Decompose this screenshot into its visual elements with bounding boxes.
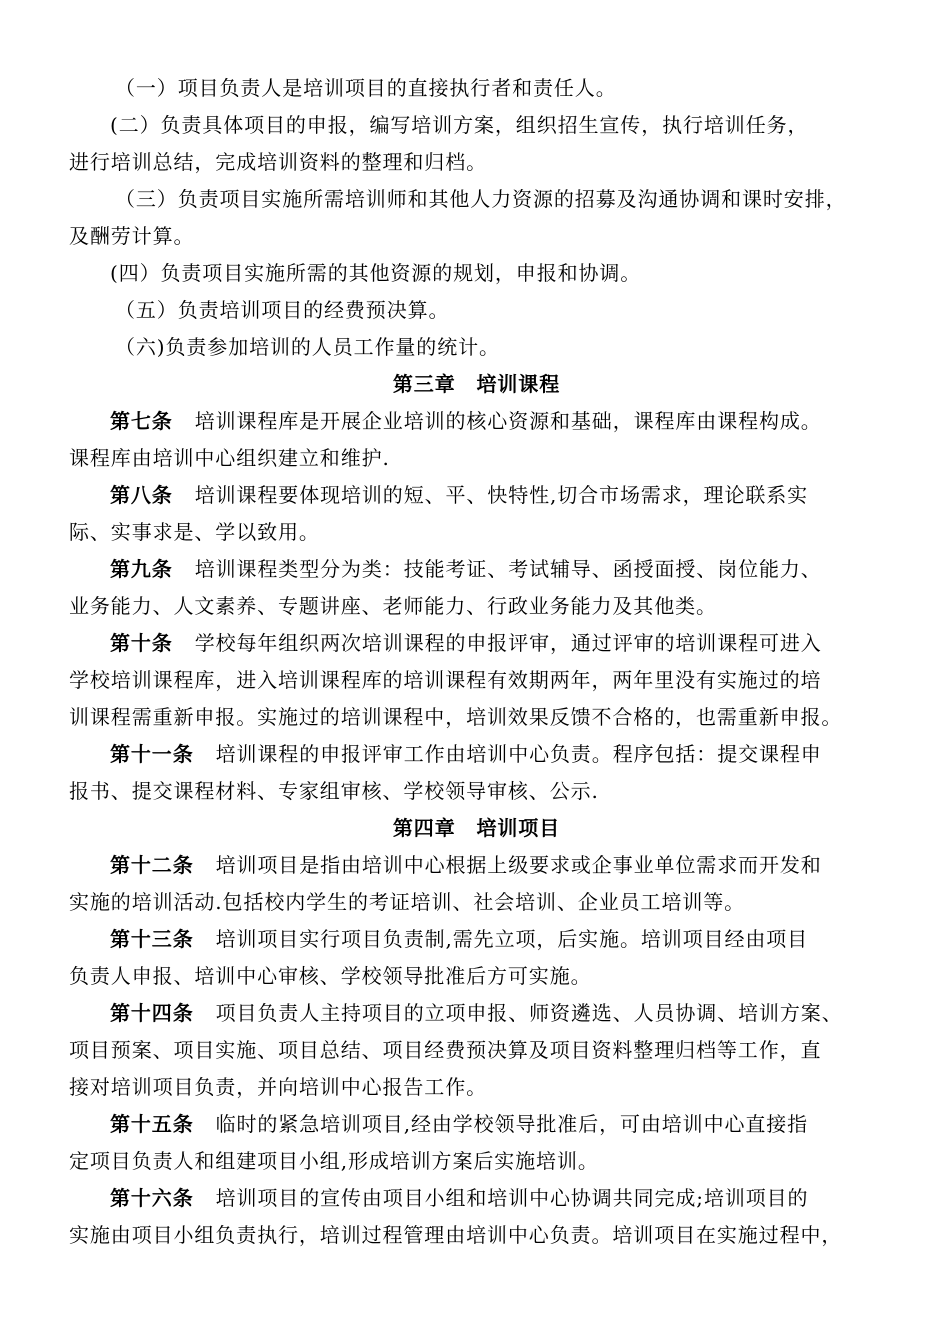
- article-text: 培训项目实行项目负责制,需先立项，后实施。培训项目经由项目: [215, 927, 809, 951]
- line-text: 项目预案、项目实施、项目总结、项目经费预决算及项目资料整理归档等工作，直: [69, 1038, 822, 1062]
- list-item: [69, 107, 884, 144]
- line-text: 及酬劳计算。: [69, 224, 195, 248]
- article-text: 项目负责人主持项目的立项申报、师资遴选、人员协调、培训方案、: [215, 1001, 843, 1025]
- article-line: [69, 1180, 884, 1217]
- continuation-line: [69, 773, 884, 810]
- document-body: [69, 70, 884, 1254]
- item-text: （五）负责培训项目的经费预决算。: [115, 298, 450, 322]
- article-label: 第十二条: [110, 853, 194, 877]
- chapter-heading: 第四章 培训项目: [392, 816, 561, 840]
- list-item: [69, 255, 884, 292]
- article-text: 培训项目是指由培训中心根据上级要求或企事业单位需求而开发和: [215, 853, 822, 877]
- continuation-line: [69, 1143, 884, 1180]
- article-label: 第十五条: [110, 1112, 194, 1136]
- list-item: [69, 181, 884, 218]
- line-text: 定项目负责人和组建项目小组,形成培训方案后实施培训。: [69, 1149, 599, 1173]
- line-text: 际、实事求是、学以致用。: [69, 520, 320, 544]
- article-label: 第七条: [110, 409, 173, 433]
- article-label: 第九条: [110, 557, 173, 581]
- item-text: （一）项目负责人是培训项目的直接执行者和责任人。: [115, 76, 617, 100]
- article-label: 第十一条: [110, 742, 194, 766]
- item-text: （六)负责参加培训的人员工作量的统计。: [115, 335, 500, 359]
- article-text: 培训课程要体现培训的短、平、快特性,切合市场需求，理论联系实: [194, 483, 809, 507]
- continuation-line: [69, 218, 884, 255]
- article-line: [69, 403, 884, 440]
- article-label: 第十三条: [110, 927, 194, 951]
- article-label: 第八条: [110, 483, 173, 507]
- article-label: 第十条: [110, 631, 173, 655]
- article-text: 培训课程库是开展企业培训的核心资源和基础，课程库由课程构成。: [194, 409, 822, 433]
- article-line: [69, 736, 884, 773]
- line-text: 负责人申报、培训中心审核、学校领导批准后方可实施。: [69, 964, 592, 988]
- article-line: [69, 847, 884, 884]
- line-text: 报书、提交课程材料、专家组审核、学校领导审核、公示.: [69, 779, 599, 803]
- article-text: 培训项目的宣传由项目小组和培训中心协调共同完成;培训项目的: [215, 1186, 809, 1210]
- article-line: [69, 625, 884, 662]
- article-line: [69, 551, 884, 588]
- article-text: 培训课程类型分为类：技能考证、考试辅导、函授面授、岗位能力、: [194, 557, 822, 581]
- list-item: [69, 329, 884, 366]
- line-text: 接对培训项目负责，并向培训中心报告工作。: [69, 1075, 487, 1099]
- line-text: 学校培训课程库，进入培训课程库的培训课程有效期两年，两年里没有实施过的培: [69, 668, 822, 692]
- line-text: 实施的培训活动.包括校内学生的考证培训、社会培训、企业员工培训等。: [69, 890, 746, 914]
- continuation-line: [69, 440, 884, 477]
- list-item: [69, 292, 884, 329]
- item-text: （三）负责项目实施所需培训师和其他人力资源的招募及沟通协调和课时安排，: [115, 187, 847, 211]
- article-line: [69, 921, 884, 958]
- item-text: (二）负责具体项目的申报，编写培训方案，组织招生宣传，执行培训任务，: [110, 113, 809, 137]
- continuation-line: [69, 1069, 884, 1106]
- continuation-line: [69, 1217, 884, 1254]
- line-text: 课程库由培训中心组织建立和维护.: [69, 446, 390, 470]
- article-label: 第十六条: [110, 1186, 194, 1210]
- article-line: [69, 1106, 884, 1143]
- article-line: [69, 995, 884, 1032]
- line-text: 进行培训总结，完成培训资料的整理和归档。: [69, 150, 487, 174]
- chapter-heading: 第三章 培训课程: [392, 372, 561, 396]
- continuation-line: [69, 1032, 884, 1069]
- line-text: 训课程需重新申报。实施过的培训课程中，培训效果反馈不合格的，也需重新申报。: [69, 705, 843, 729]
- continuation-line: [69, 958, 884, 995]
- list-item: [69, 70, 884, 107]
- continuation-line: [69, 699, 884, 736]
- article-text: 培训课程的申报评审工作由培训中心负责。程序包括：提交课程申: [215, 742, 822, 766]
- article-line: [69, 477, 884, 514]
- article-text: 学校每年组织两次培训课程的申报评审，通过评审的培训课程可进入: [194, 631, 822, 655]
- continuation-line: [69, 144, 884, 181]
- item-text: (四）负责项目实施所需的其他资源的规划，申报和协调。: [110, 261, 642, 285]
- line-text: 业务能力、人文素养、专题讲座、老师能力、行政业务能力及其他类。: [69, 594, 717, 618]
- continuation-line: [69, 514, 884, 551]
- continuation-line: [69, 884, 884, 921]
- continuation-line: [69, 662, 884, 699]
- article-label: 第十四条: [110, 1001, 194, 1025]
- article-text: 临时的紧急培训项目,经由学校领导批准后，可由培训中心直接指: [215, 1112, 809, 1136]
- continuation-line: [69, 588, 884, 625]
- line-text: 实施由项目小组负责执行，培训过程管理由培训中心负责。培训项目在实施过程中，: [69, 1223, 843, 1247]
